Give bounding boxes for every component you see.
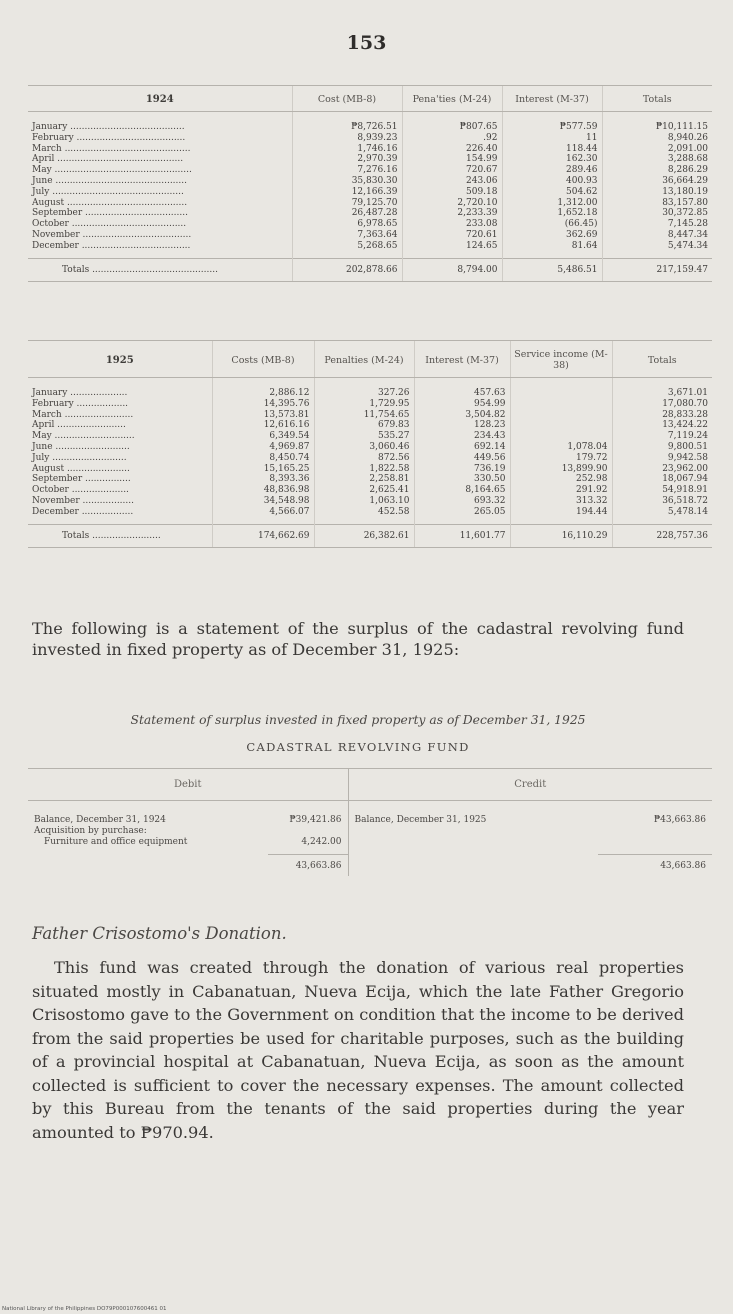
table-cell: 8,940.26 <box>602 133 712 144</box>
table-cell: 34,548.98 <box>212 496 314 507</box>
table-cell: 28,833.28 <box>612 410 712 421</box>
table-row <box>28 442 712 453</box>
table-cell: 7,276.16 <box>292 165 402 176</box>
table-cell: 6,349.54 <box>212 431 314 442</box>
table-cell: 452.58 <box>314 507 414 524</box>
table-cell: 118.44 <box>502 144 602 155</box>
column-header: Penalties (M-24) <box>314 341 414 378</box>
table-cell: 1,312.00 <box>502 198 602 209</box>
month-label: February .................. <box>32 398 129 409</box>
table-row <box>28 208 712 219</box>
table-cell: 720.67 <box>402 165 502 176</box>
table-cell: 457.63 <box>414 378 510 399</box>
year-header: 1925 <box>28 341 212 378</box>
table-row <box>28 410 712 421</box>
table-cell: 1,078.04 <box>510 442 612 453</box>
month-label: November .................. <box>32 495 134 506</box>
total-cell: 11,601.77 <box>414 524 510 548</box>
table-cell: ₱8,726.51 <box>292 112 402 133</box>
table-cell: 226.40 <box>402 144 502 155</box>
table-cell: 3,671.01 <box>612 378 712 399</box>
column-header: Totals <box>612 341 712 378</box>
table-cell: 362.69 <box>502 230 602 241</box>
table-cell: 8,393.36 <box>212 474 314 485</box>
page-number: 153 <box>346 32 387 54</box>
acquisition-label: Acquisition by purchase: <box>34 826 147 836</box>
month-label: June .......................... <box>32 441 130 452</box>
month-label: February ...................................... <box>32 132 186 143</box>
month-label: December .................. <box>32 506 134 517</box>
table-cell: 128.23 <box>414 420 510 431</box>
table-cell: ₱807.65 <box>402 112 502 133</box>
table-cell: 1,729.95 <box>314 399 414 410</box>
month-label: September .................................... <box>32 208 188 219</box>
table-row <box>28 378 712 399</box>
section-heading: Father Crisostomo's Donation. <box>32 924 287 943</box>
donation-paragraph: This fund was created through the donation of various real properties situated mostly in Cabanatuan, Nueva Ecija, which the late Father Gregorio Crisostomo gave to the Government on condition that the income to be derived from the said properties be used for charitable purposes, such as the building of a provincial hospital at Cabanatuan, Nueva Ecija, as soon as the amount collected is sufficient to cover the necessary expenses. The amount collected by this Bureau from the tenants of the said properties during the year amounted to ₱970.94. <box>32 958 684 1142</box>
total-cell: 228,757.36 <box>612 524 712 548</box>
table-row <box>28 154 712 165</box>
column-header: Service income (M-38) <box>510 341 612 378</box>
month-label: August ...................... <box>32 463 130 474</box>
table-cell: 954.99 <box>414 399 510 410</box>
table-row <box>28 219 712 230</box>
totals-row <box>28 258 712 282</box>
month-label: January .................... <box>32 388 128 398</box>
credit-balance-value: ₱43,663.86 <box>653 815 706 825</box>
debit-balance-label: Balance, December 31, 1924 <box>34 815 166 825</box>
table-cell: 154.99 <box>402 154 502 165</box>
table-row <box>28 474 712 485</box>
table-cell: 13,899.90 <box>510 464 612 475</box>
table-row <box>28 464 712 475</box>
table-row <box>28 485 712 496</box>
table-cell: 13,573.81 <box>212 410 314 421</box>
month-label: May ................................................ <box>32 165 192 176</box>
table-cell: ₱577.59 <box>502 112 602 133</box>
table-cell: 23,962.00 <box>612 464 712 475</box>
table-cell: 330.50 <box>414 474 510 485</box>
column-header: Cost (MB-8) <box>292 86 402 112</box>
table-cell: 8,286.29 <box>602 165 712 176</box>
column-header: Totals <box>602 86 712 112</box>
table-cell: 265.05 <box>414 507 510 524</box>
total-cell: 202,878.66 <box>292 258 402 282</box>
table-cell: 3,288.68 <box>602 154 712 165</box>
table-cell: 313.32 <box>510 496 612 507</box>
table-row <box>28 453 712 464</box>
credit-total: 43,663.86 <box>598 854 712 876</box>
column-header: Interest (M-37) <box>502 86 602 112</box>
table-cell: 872.56 <box>314 453 414 464</box>
table-cell <box>510 410 612 421</box>
total-cell: 8,794.00 <box>402 258 502 282</box>
table-cell: 30,372.85 <box>602 208 712 219</box>
table-cell: .92 <box>402 133 502 144</box>
table-cell: 5,268.65 <box>292 241 402 258</box>
table-cell <box>510 399 612 410</box>
table-cell: 504.62 <box>502 187 602 198</box>
table-row <box>28 507 712 524</box>
credit-header: Credit <box>348 769 712 801</box>
table-cell: 5,478.14 <box>612 507 712 524</box>
table-cell: 162.30 <box>502 154 602 165</box>
table-cell: 3,504.82 <box>414 410 510 421</box>
table-cell: 14,395.76 <box>212 399 314 410</box>
total-cell: 26,382.61 <box>314 524 414 548</box>
table-cell: 4,969.87 <box>212 442 314 453</box>
table-cell: 2,970.39 <box>292 154 402 165</box>
table-cell: 535.27 <box>314 431 414 442</box>
table-cell: 8,447.34 <box>602 230 712 241</box>
totals-label: Totals ........................ <box>28 524 212 548</box>
table-row <box>28 230 712 241</box>
table-cell: 693.32 <box>414 496 510 507</box>
table-cell <box>510 378 612 399</box>
year-header: 1924 <box>28 86 292 112</box>
table-cell: 327.26 <box>314 378 414 399</box>
total-cell: 174,662.69 <box>212 524 314 548</box>
table-cell: 291.92 <box>510 485 612 496</box>
month-label: October .................... <box>32 485 129 496</box>
table-cell: 4,566.07 <box>212 507 314 524</box>
table-cell: 692.14 <box>414 442 510 453</box>
month-label: October ........................................ <box>32 219 187 230</box>
debit-header: Debit <box>28 769 348 801</box>
table-cell: 18,067.94 <box>612 474 712 485</box>
month-label: April ........................ <box>32 420 126 431</box>
table-cell: 5,474.34 <box>602 241 712 258</box>
month-label: May ............................ <box>32 431 135 442</box>
table-cell: 449.56 <box>414 453 510 464</box>
debit-credit-table <box>28 768 712 876</box>
table-cell: 15,165.25 <box>212 464 314 475</box>
table-cell: 1,822.58 <box>314 464 414 475</box>
credit-balance-label: Balance, December 31, 1925 <box>348 801 598 827</box>
table-cell: 8,450.74 <box>212 453 314 464</box>
table-cell: 9,800.51 <box>612 442 712 453</box>
totals-row <box>28 524 712 548</box>
table-cell: 83,157.80 <box>602 198 712 209</box>
table-cell: 12,166.39 <box>292 187 402 198</box>
table-cell: 736.19 <box>414 464 510 475</box>
table-cell: 400.93 <box>502 176 602 187</box>
table-cell: 79,125.70 <box>292 198 402 209</box>
table-cell: 289.46 <box>502 165 602 176</box>
table-cell: 26,487.28 <box>292 208 402 219</box>
month-label: March ........................ <box>32 409 134 420</box>
table-cell: 7,119.24 <box>612 431 712 442</box>
month-label: September ................ <box>32 474 131 485</box>
table-cell: 7,363.64 <box>292 230 402 241</box>
table-cell: 11,754.65 <box>314 410 414 421</box>
table-cell: 234.43 <box>414 431 510 442</box>
table-row <box>28 112 712 133</box>
table-row <box>28 496 712 507</box>
month-label: December ...................................... <box>32 240 191 251</box>
furniture-label: Furniture and office equipment <box>44 837 188 847</box>
month-label: August .......................................... <box>32 197 188 208</box>
revenue-table-1924 <box>28 85 712 282</box>
table-cell: ₱10,111.15 <box>602 112 712 133</box>
table-cell: 12,616.16 <box>212 420 314 431</box>
table-cell: 2,625.41 <box>314 485 414 496</box>
table-row <box>28 399 712 410</box>
table-cell: 35,830.30 <box>292 176 402 187</box>
table-cell: 2,091.00 <box>602 144 712 155</box>
table-cell: 6,978.65 <box>292 219 402 230</box>
table-cell: 7,145.28 <box>602 219 712 230</box>
debit-balance-value: ₱39,421.86 <box>289 815 342 825</box>
table-cell: 36,664.29 <box>602 176 712 187</box>
table-cell: 243.06 <box>402 176 502 187</box>
table-row <box>28 198 712 209</box>
column-header: Pena'ties (M-24) <box>402 86 502 112</box>
table-cell: 17,080.70 <box>612 399 712 410</box>
table-cell: 8,164.65 <box>414 485 510 496</box>
table-cell: 2,886.12 <box>212 378 314 399</box>
table-row <box>28 176 712 187</box>
table-row <box>28 431 712 442</box>
revenue-table-1925 <box>28 340 712 548</box>
month-label: November ...................................... <box>32 229 192 240</box>
table-cell: 179.72 <box>510 453 612 464</box>
table-cell: 720.61 <box>402 230 502 241</box>
table-cell: 252.98 <box>510 474 612 485</box>
table-cell <box>510 431 612 442</box>
table-cell: 36,518.72 <box>612 496 712 507</box>
table-row <box>28 144 712 155</box>
table-cell: 194.44 <box>510 507 612 524</box>
table-cell: 233.08 <box>402 219 502 230</box>
month-label: March ............................................ <box>32 143 191 154</box>
table-cell: (66.45) <box>502 219 602 230</box>
table-cell: 509.18 <box>402 187 502 198</box>
debit-total: 43,663.86 <box>268 854 348 876</box>
intro-paragraph: The following is a statement of the surplus of the cadastral revolving fund invested in fixed property as of December 31, 1925: <box>32 619 684 659</box>
table-row <box>28 133 712 144</box>
month-label: July .............................................. <box>32 186 184 197</box>
table-cell <box>510 420 612 431</box>
table-cell: 81.64 <box>502 241 602 258</box>
table-cell: 2,233.39 <box>402 208 502 219</box>
month-label: April ............................................ <box>32 154 184 165</box>
table-cell: 124.65 <box>402 241 502 258</box>
table-row <box>28 241 712 258</box>
total-cell: 217,159.47 <box>602 258 712 282</box>
table-cell: 679.83 <box>314 420 414 431</box>
table-cell: 48,836.98 <box>212 485 314 496</box>
table-cell: 2,258.81 <box>314 474 414 485</box>
table-cell: 2,720.10 <box>402 198 502 209</box>
table-cell: 13,180.19 <box>602 187 712 198</box>
month-label: January ........................................ <box>32 122 185 132</box>
column-header: Interest (M-37) <box>414 341 510 378</box>
furniture-value: 4,242.00 <box>301 837 342 847</box>
table-cell: 13,424.22 <box>612 420 712 431</box>
table-cell: 8,939.23 <box>292 133 402 144</box>
statement-caption: Statement of surplus invested in fixed property as of December 31, 1925 <box>130 713 586 727</box>
month-label: June .............................................. <box>32 175 187 186</box>
totals-label: Totals ............................................ <box>28 258 292 282</box>
table-cell: 1,652.18 <box>502 208 602 219</box>
table-row <box>28 420 712 431</box>
fund-name: CADASTRAL REVOLVING FUND <box>246 740 470 754</box>
footer-credit: National Library of the Philippines DO79P000107600461 01 <box>2 1306 167 1312</box>
table-cell: 3,060.46 <box>314 442 414 453</box>
table-row <box>28 165 712 176</box>
table-cell: 11 <box>502 133 602 144</box>
total-cell: 16,110.29 <box>510 524 612 548</box>
table-cell: 54,918.91 <box>612 485 712 496</box>
table-row <box>28 187 712 198</box>
table-cell: 9,942.58 <box>612 453 712 464</box>
table-cell: 1,063.10 <box>314 496 414 507</box>
column-header: Costs (MB-8) <box>212 341 314 378</box>
total-cell: 5,486.51 <box>502 258 602 282</box>
month-label: July .......................... <box>32 452 127 463</box>
table-cell: 1,746.16 <box>292 144 402 155</box>
